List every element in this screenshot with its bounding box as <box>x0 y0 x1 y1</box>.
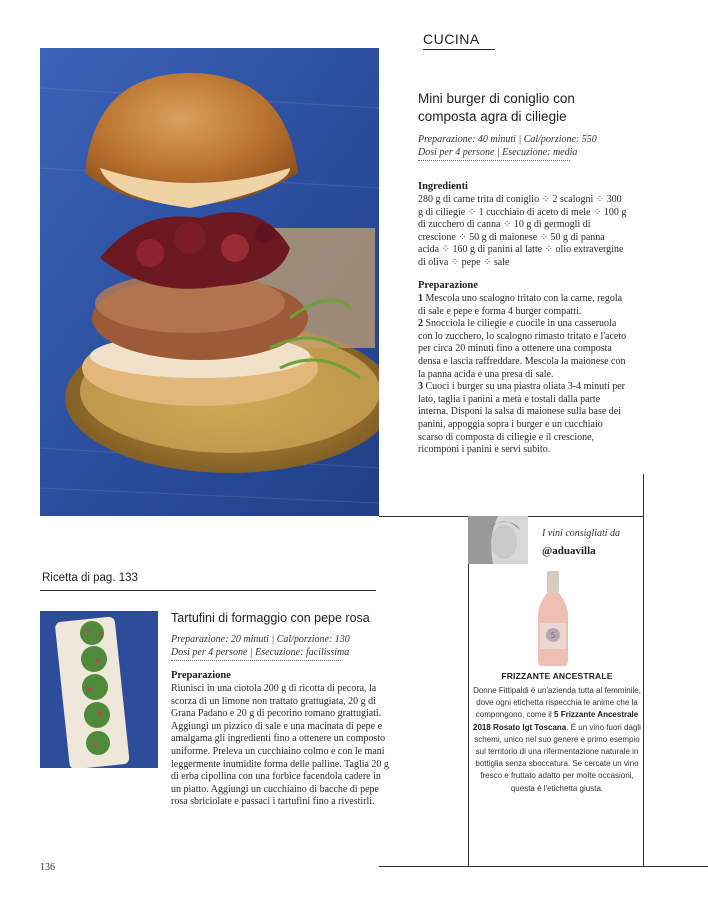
preparation-step <box>418 318 630 381</box>
reference-underline <box>40 590 376 591</box>
wine-author-handle: @aduavilla <box>542 545 596 557</box>
step-text: Mescola uno scalogno tritato con la carne, regola di sale e pepe e forma 4 burger compatti. <box>418 293 623 317</box>
preparation-steps <box>418 293 630 457</box>
step-number: 2 <box>418 318 423 330</box>
frame-line <box>468 516 469 866</box>
svg-text:5: 5 <box>551 631 555 640</box>
recipe-meta-line: Preparazione: 20 minuti | Cal/porzione: 130 <box>171 634 350 645</box>
recipe-title: Tartufini di formaggio con pepe rosa <box>171 611 370 625</box>
wine-desc-text: . È un vino fuori dagli schemi, unico nel suo genere e primo esempio sul territorio di una rifermentazione naturale in bottiglia senza sboccatura. Se cercate un vino fresco e fruttato adatto per molte occasioni, questa è l'etichetta giusta. <box>474 722 641 793</box>
step-text: Snocciola le ciliegie e cuocile in una casseruola con lo zucchero, lo scalogno rimasto tritato e l'aceto per circa 20 minuti fino a ottenere una composta densa e lascia raffreddare. Mescola la maionese con la panna acida e una presa di sale. <box>418 318 627 380</box>
recipe-meta-line: Preparazione: 40 minuti | Cal/porzione: 550 <box>418 134 597 145</box>
avatar <box>468 516 528 564</box>
wine-name: FRIZZANTE ANCESTRALE <box>501 671 613 681</box>
frame-line <box>643 474 644 866</box>
ingredients-heading: Ingredienti <box>418 181 468 192</box>
step-text: Cuoci i burger su una piastra oliata 3-4 minuti per lato, taglia i panini a metà e tostali dalla parte interna. Disponi la salsa di maionese sulla base dei panini, appoggia sopra i burger e un cucchiaio scarso di composta di ciliegie e il crescione, ricomponi i panini e servi subito. <box>418 381 625 456</box>
preparation-step <box>418 381 630 457</box>
wine-label-name: 5 Frizzante Ancestrale 2018 Rosato Igt Toscana <box>473 710 639 732</box>
frame-line <box>379 866 708 867</box>
step-number: 1 <box>418 293 423 304</box>
burger-photo <box>40 48 379 516</box>
preparation-text: Riunisci in una ciotola 200 g di ricotta di pecora, la scorza di un limone non trattato grattugiata, 20 g di Grana Padano e 20 g di pecorino romano grattugiati. Aggiungi un pizzico di sale e una macinata di pepe e amalgama gli ingredienti fino a ottenere un composto uniforme. Preleva un cucchiaino colmo e con le mani leggermente inumidite forma delle palline. Taglia 20 g di erba cipollina con una forbice facendola cadere in un piatto. Aggiungi un cucchiaino di bacche di pepe rosa sbriciolate e passaci i tartufini fino a rivestirli. <box>171 683 389 808</box>
wine-desc-text: Donne Fittipaldi è un'azienda tutta al femminile, dove ogni etichetta rispecchia le anime che la compongono, come il <box>473 686 641 720</box>
preparation-heading: Preparazione <box>418 280 478 291</box>
recipe-meta-line: Dosi per 4 persone | Esecuzione: media <box>418 147 578 158</box>
meta-divider <box>418 160 570 161</box>
step-number: 3 <box>418 381 423 393</box>
tartufini-photo <box>40 611 158 768</box>
page-reference: Ricetta di pag. 133 <box>42 572 138 584</box>
meta-divider <box>171 660 341 661</box>
section-underline <box>423 49 495 50</box>
preparation-heading: Preparazione <box>171 670 231 681</box>
recipe-meta <box>171 633 411 659</box>
wine-intro: I vini consigliati da <box>542 528 621 539</box>
recipe-meta-line: Dosi per 4 persone | Esecuzione: facilissima <box>171 647 350 658</box>
page-number: 136 <box>40 862 55 873</box>
preparation-step <box>418 293 630 318</box>
recipe-meta <box>418 133 658 159</box>
wine-description <box>470 685 644 795</box>
recipe-title: Mini burger di coniglio con composta agra di ciliegie <box>418 91 575 124</box>
section-title: CUCINA <box>423 31 480 47</box>
wine-bottle-image <box>528 571 578 667</box>
ingredients-list: 280 g di carne trita di coniglio ⁘ 2 scalogni ⁘ 300 g di ciliegie ⁘ 1 cucchiaio di aceto di mele ⁘ 100 g di zucchero di canna ⁘ 10 g di germogli di crescione ⁘ 50 g di maionese ⁘ 50 g di panna acida ⁘ 160 g di panini al latte ⁘ olio extravergine di oliva ⁘ pepe ⁘ sale <box>418 194 627 268</box>
